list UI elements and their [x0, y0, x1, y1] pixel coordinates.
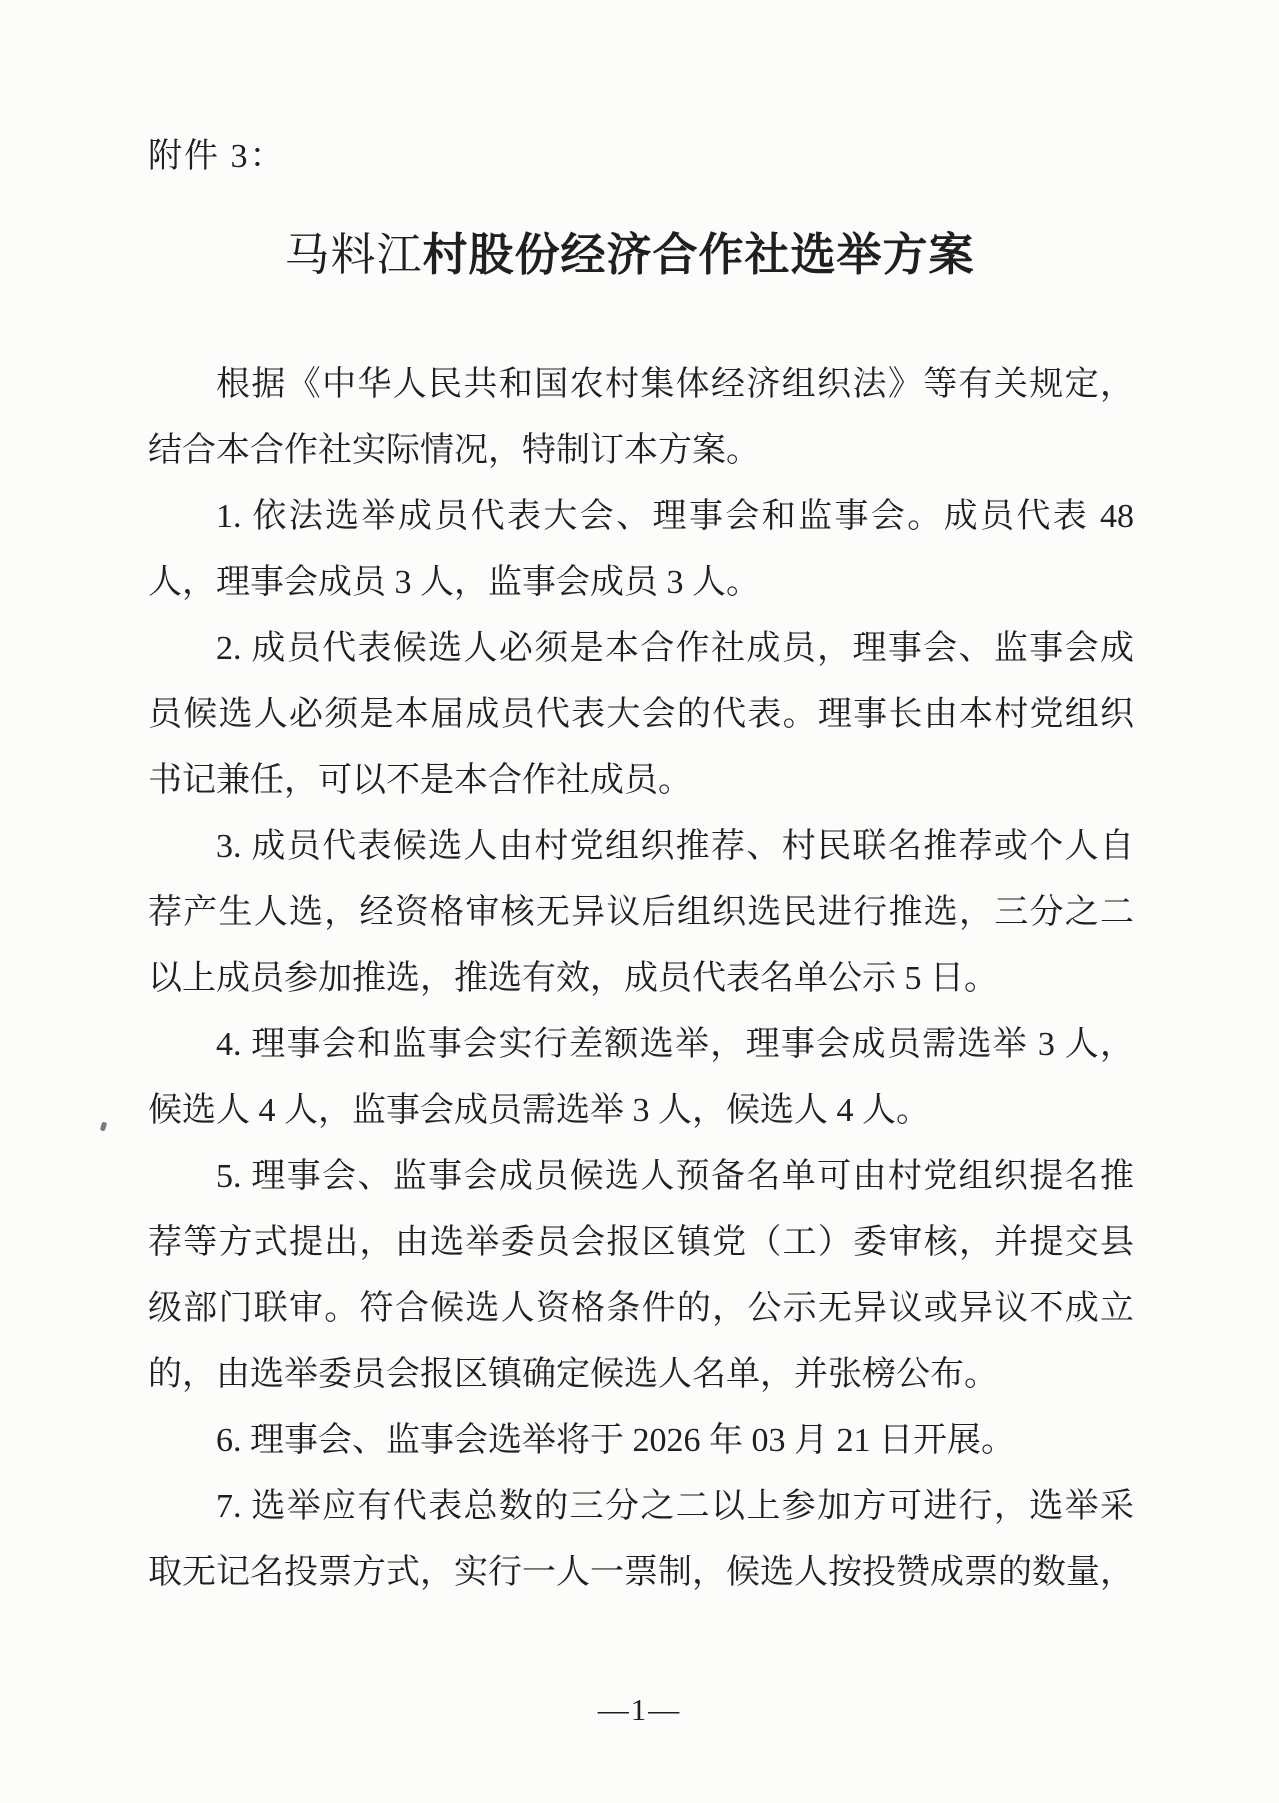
text-line: 5. 理事会、监事会成员候选人预备名单可由村党组织提名推	[216, 1158, 1134, 1195]
text-line: 候选人 4 人，监事会成员需选举 3 人，候选人 4 人。	[148, 1092, 930, 1129]
scan-artifact-mark	[100, 1121, 108, 1131]
text-line: 荐产生人选，经资格审核无异议后组织选民进行推选，三分之二	[148, 894, 1134, 931]
text-line: 的，由选举委员会报区镇确定候选人名单，并张榜公布。	[148, 1356, 998, 1393]
text-line: 2. 成员代表候选人必须是本合作社成员，理事会、监事会成	[216, 630, 1134, 667]
text-line: 书记兼任，可以不是本合作社成员。	[148, 762, 692, 799]
text-line: 取无记名投票方式，实行一人一票制，候选人按投赞成票的数量，	[148, 1554, 1134, 1591]
text-line: 荐等方式提出，由选举委员会报区镇党（工）委审核，并提交县	[148, 1224, 1134, 1261]
text-line: 人，理事会成员 3 人，监事会成员 3 人。	[148, 564, 760, 601]
text-line: 3. 成员代表候选人由村党组织推荐、村民联名推荐或个人自	[216, 828, 1134, 865]
attachment-label: 附件 3：	[148, 138, 286, 175]
text-line: 结合本合作社实际情况，特制订本方案。	[148, 432, 760, 469]
text-line: 级部门联审。符合候选人资格条件的，公示无异议或异议不成立	[148, 1290, 1134, 1327]
text-line: 6. 理事会、监事会选举将于 2026 年 03 月 21 日开展。	[216, 1422, 1015, 1459]
document-body	[148, 352, 1134, 1606]
page-number: —1—	[597, 1692, 682, 1727]
text-line: 1. 依法选举成员代表大会、理事会和监事会。成员代表 48	[216, 498, 1134, 535]
text-line: 7. 选举应有代表总数的三分之二以上参加方可进行，选举采	[216, 1488, 1134, 1525]
text-line: 以上成员参加推选，推选有效，成员代表名单公示 5 日。	[148, 960, 998, 997]
title-village-name: 马料江	[284, 230, 423, 280]
text-line: 根据《中华人民共和国农村集体经济组织法》等有关规定，	[216, 366, 1134, 403]
document-title	[0, 222, 1259, 288]
text-line: 4. 理事会和监事会实行差额选举，理事会成员需选举 3 人，	[216, 1026, 1134, 1063]
text-line: 员候选人必须是本届成员代表大会的代表。理事长由本村党组织	[148, 696, 1134, 733]
title-rest: 村股份经济合作社选举方案	[422, 230, 975, 280]
